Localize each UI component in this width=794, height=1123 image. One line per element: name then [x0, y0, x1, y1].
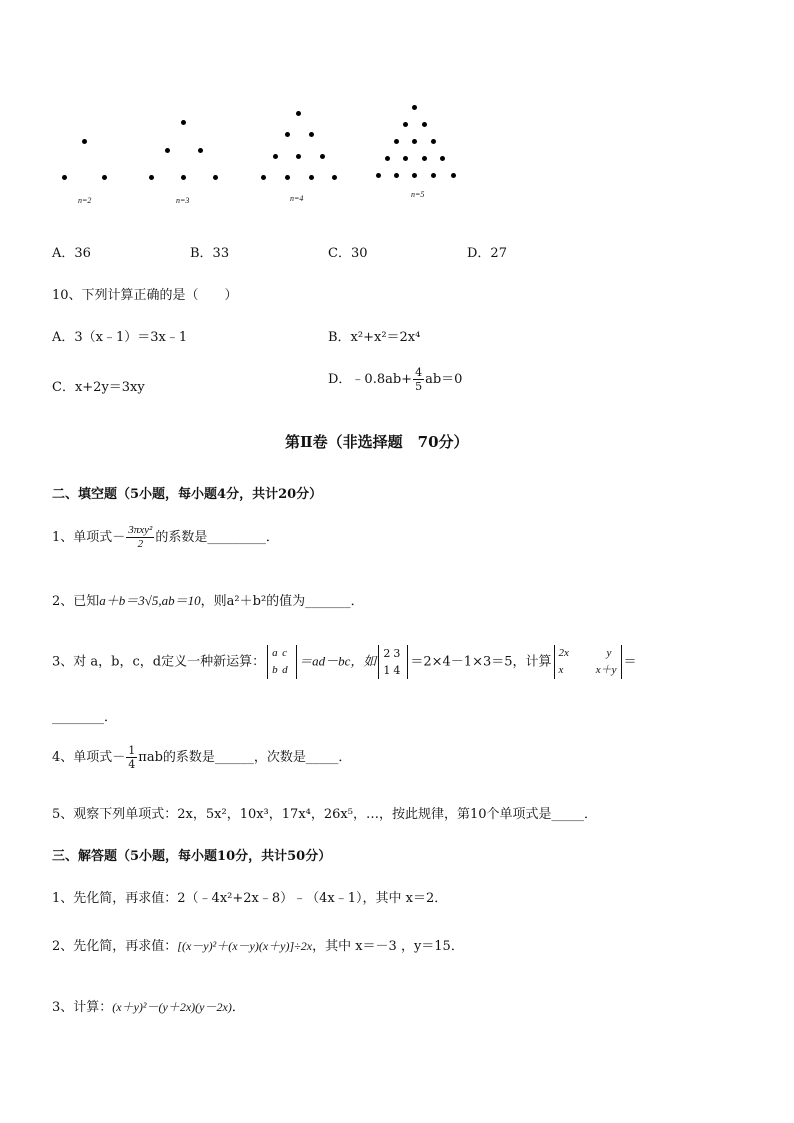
fraction-denominator: 2	[137, 538, 144, 550]
figure-dot	[82, 139, 87, 144]
fill-q4	[52, 744, 351, 771]
q9-option-d: D．27	[467, 246, 507, 261]
solve-q3-suffix: ．	[231, 1000, 245, 1015]
q10-option-d-prefix: D．﹣0.8ab+	[328, 372, 413, 387]
q9-option-a: A．36	[52, 246, 91, 261]
figure-dot	[403, 122, 408, 127]
fill-q4-prefix: 4、单项式－	[52, 750, 126, 765]
figure-dot	[309, 132, 314, 137]
solve-q2-prefix: 2、先化简，再求值：	[52, 939, 178, 954]
figure-dot	[296, 111, 301, 116]
figure-dot	[320, 154, 325, 159]
figure-label: n=3	[176, 196, 190, 205]
fraction-numerator: 1	[128, 744, 136, 757]
q10-option-b: B．x²+x²＝2x⁴	[328, 330, 421, 345]
figure-dot	[273, 154, 278, 159]
figure-dot	[431, 139, 436, 144]
figure-dot	[198, 148, 203, 153]
fraction-denominator: 4	[128, 758, 136, 771]
figure-dot	[385, 156, 390, 161]
q10-option-c: C．x+2y＝3xy	[52, 380, 145, 395]
q9-option-b: B．33	[190, 246, 230, 261]
determinant-definition: a c b d	[267, 645, 297, 679]
figure-dot	[102, 175, 107, 180]
q10-option-a: A．3（x﹣1）＝3x﹣1	[52, 330, 188, 345]
fraction	[413, 366, 424, 393]
fill-q1	[52, 524, 279, 551]
fraction	[126, 744, 137, 771]
fill-q3-definition: ＝ad－bc，如	[299, 653, 377, 669]
figure-dot	[451, 173, 456, 178]
figure-dot	[165, 148, 170, 153]
figure-dot	[332, 175, 337, 180]
fill-q2	[52, 590, 364, 609]
fill-q3-example: ＝2×4－1×3＝5	[410, 654, 513, 670]
figure-label: n=4	[290, 194, 304, 203]
fill-q3: 3、对 a，b，c，d定义一种新运算： a c b d ＝ad－bc，如 2 3 1 4 ＝2×4－1×3＝5，计算 2x y x x＋y ＝	[52, 647, 637, 677]
q10-option-d	[328, 366, 462, 393]
figure-dot	[422, 156, 427, 161]
figure-dot	[412, 173, 417, 178]
figure-dot	[394, 139, 399, 144]
figure-dot	[394, 173, 399, 178]
solve-q3-prefix: 3、计算：	[52, 1000, 113, 1015]
solve-q1: 1、先化简，再求值：2（﹣4x²+2x﹣8）﹣（4x﹣1），其中 x＝2．	[52, 891, 448, 906]
fill-q3-compute: ，计算	[512, 654, 552, 670]
figure-dot	[296, 154, 301, 159]
q10-option-d-suffix: ab＝0	[425, 372, 463, 387]
figure-dot	[285, 132, 290, 137]
fill-q2-suffix: ，则a²＋b²的值为_______．	[200, 594, 364, 609]
solve-section-header: 三、解答题（5小题，每小题10分，共计50分）	[52, 849, 332, 864]
determinant-example: 2 3 1 4	[378, 645, 408, 679]
figure-dot	[376, 173, 381, 178]
figure-dot	[412, 105, 417, 110]
part2-title: 第Ⅱ卷（非选择题 70分）	[285, 433, 469, 451]
figure-dot	[181, 175, 186, 180]
solve-q3-expression: (x＋y)²－(y＋2x)(y－2x)	[112, 1000, 232, 1014]
fill-q1-suffix: 的系数是_________．	[155, 530, 279, 545]
determinant-task: 2x y x x＋y	[554, 645, 622, 679]
figure-dot	[181, 120, 186, 125]
figure-dot	[403, 156, 408, 161]
solve-q3	[52, 996, 245, 1015]
fraction-numerator: 4	[415, 366, 423, 379]
q10-stem: 10、下列计算正确的是（ ）	[52, 288, 238, 303]
fill-q1-prefix: 1、单项式－	[52, 530, 126, 545]
solve-q2	[52, 935, 464, 954]
fill-q5: 5、观察下列单项式：2x，5x²，10x³，17x⁴，26x⁵，…，按此规律，第10个单项式是_____．	[52, 807, 597, 822]
figure-dot	[422, 122, 427, 127]
solve-q2-expression: [(x－y)²＋(x－y)(x＋y)]÷2x	[177, 939, 313, 953]
fill-q4-suffix: πab的系数是______，次数是_____．	[138, 750, 352, 765]
solve-q2-suffix: ，其中 x＝－3 ，y＝15．	[312, 939, 464, 954]
q9-option-c: C．30	[328, 246, 368, 261]
fill-q2-condition: a＋b＝3√5,ab＝10	[99, 593, 201, 608]
figure-label: n=5	[411, 190, 425, 199]
figure-dot	[440, 156, 445, 161]
figure-label: n=2	[78, 196, 92, 205]
figure-dot	[149, 175, 154, 180]
fraction-numerator: 3πxy²	[128, 524, 153, 536]
fraction-denominator: 5	[415, 380, 423, 393]
fill-q3-prefix: 3、对 a，b，c，d定义一种新运算：	[52, 654, 266, 670]
fraction	[126, 524, 154, 551]
figure-dot	[213, 175, 218, 180]
figure-dot	[285, 175, 290, 180]
fill-q3-blank: ________．	[52, 710, 118, 725]
figure-dot	[412, 139, 417, 144]
figure-dot	[309, 175, 314, 180]
fill-q2-prefix: 2、已知	[52, 594, 100, 609]
fill-section-header: 二、填空题（5小题，每小题4分，共计20分）	[52, 487, 323, 502]
figure-dot	[431, 173, 436, 178]
figure-dot	[62, 175, 67, 180]
figure-dot	[261, 175, 266, 180]
